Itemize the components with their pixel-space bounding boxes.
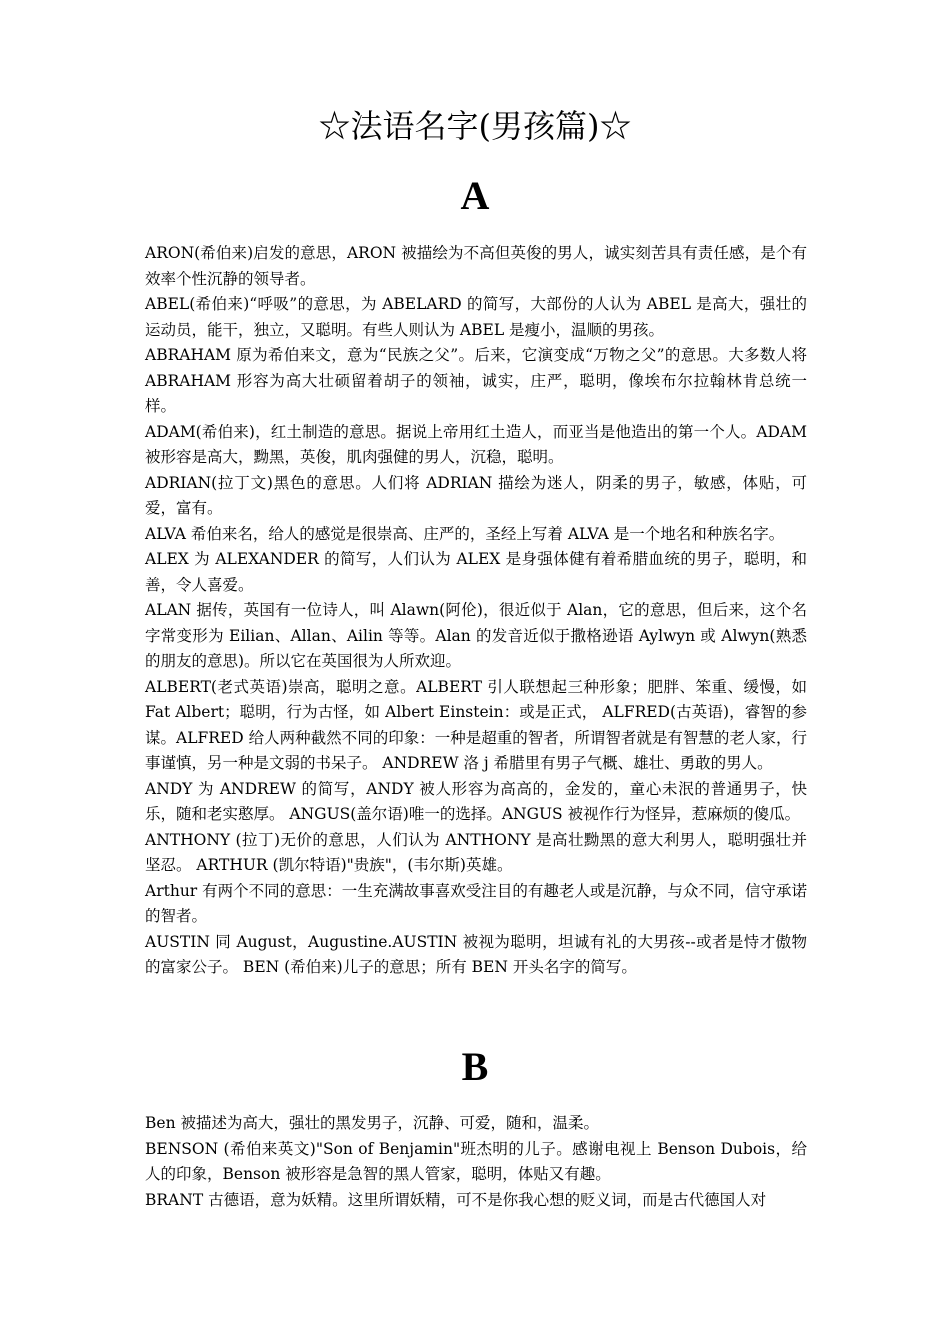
paragraph-adam: ADAM(希伯来)，红土制造的意思。据说上帝用红土造人，而亚当是他造出的第一个人。ADAM 被形容是高大，黝黑，英俊，肌肉强健的男人，沉稳，聪明。 — [145, 422, 807, 466]
paragraph-ben: Ben 被描述为高大，强壮的黑发男子，沉静、可爱，随和，温柔。 — [145, 1114, 599, 1132]
paragraph-brant: BRANT 古德语，意为妖精。这里所谓妖精，可不是你我心想的贬义词，而是古代德国人对 — [145, 1190, 767, 1209]
section-a-body — [145, 241, 807, 981]
paragraph-austin: AUSTIN 同 August，Augustine.AUSTIN 被视为聪明，坦诚有礼的大男孩--或者是恃才傲物的富家公子。 BEN (希伯来)儿子的意思；所有 BEN 开头名字的简写。 — [145, 932, 807, 976]
paragraph-adrian: ADRIAN(拉丁文)黑色的意思。人们将 ADRIAN 描绘为迷人，阴柔的男子，敏感，体贴，可爱，富有。 — [145, 473, 807, 517]
paragraph-alva: ALVA 希伯来名，给人的感觉是很崇高、庄严的，圣经上写着 ALVA 是一个地名和种族名字。 — [145, 524, 785, 543]
section-heading-b: B — [461, 1044, 489, 1089]
paragraph-albert: ALBERT(老式英语)崇高，聪明之意。ALBERT 引人联想起三种形象；肥胖、笨重、缓慢，如 Fat Albert；聪明，行为古怪，如 Albert Einstein：或是正式， ALFRED(古英语)，睿智的参谋。ALFRED 给人两种截然不同的印象：一种是超重的智者，所谓智者就是有智慧的老人家，行事谨慎，另一种是文弱的书呆子。 ANDREW 洛 j 希腊里有男子气概、雄壮、勇敢的男人。 — [145, 677, 807, 772]
paragraph-alex: ALEX 为 ALEXANDER 的简写，人们认为 ALEX 是身强体健有着希腊血统的男子，聪明，和善，令人喜爱。 — [145, 550, 807, 594]
paragraph-aron: ARON(希伯来)启发的意思，ARON 被描绘为不高但英俊的男人，诚实刻苦具有责任感，是个有效率个性沉静的领导者。 — [145, 244, 807, 288]
paragraph-abel: ABEL(希伯来)“呼吸”的意思，为 ABELARD 的简写，大部份的人认为 ABEL 是高大，强壮的运动员，能干，独立，又聪明。有些人则认为 ABEL 是瘦小，温顺的男孩。 — [145, 295, 807, 339]
paragraph-alan: ALAN 据传，英国有一位诗人，叫 Alawn(阿伦)，很近似于 Alan，它的意思，但后来，这个名字常变形为 Eilian、Allan、Ailin 等等。Alan 的发音近似于撒格逊语 Aylwyn 或 Alwyn(熟悉的朋友的意思)。所以它在英国很为人所欢迎。 — [145, 601, 808, 670]
section-heading-a: A — [460, 173, 490, 218]
section-b-body — [145, 1111, 807, 1213]
paragraph-benson: BENSON (希伯来英文)"Son of Benjamin"班杰明的儿子。感谢电视上 Benson Dubois，给人的印象，Benson 被形容是急智的黑人管家，聪明，体贴又有趣。 — [145, 1139, 807, 1183]
page-title: ☆法语名字(男孩篇)☆ — [318, 107, 632, 145]
paragraph-arthur: Arthur 有两个不同的意思：一生充满故事喜欢受注目的有趣老人或是沉静，与众不同，信守承诺的智者。 — [145, 881, 807, 925]
paragraph-anthony: ANTHONY (拉丁)无价的意思，人们认为 ANTHONY 是高壮黝黑的意大利男人，聪明强壮并坚忍。 ARTHUR (凯尔特语)"贵族"，(韦尔斯)英雄。 — [145, 830, 807, 874]
paragraph-andy: ANDY 为 ANDREW 的简写，ANDY 被人形容为高高的，金发的，童心未泯的普通男子，快乐，随和老实憨厚。 ANGUS(盖尔语)唯一的选择。ANGUS 被视作行为怪异，惹麻烦的傻瓜。 — [145, 779, 807, 823]
paragraph-abraham: ABRAHAM 原为希伯来文，意为“民族之父”。后来，它演变成“万物之父”的意思。大多数人将 ABRAHAM 形容为高大壮硕留着胡子的领袖，诚实，庄严，聪明，像埃布尔拉翰林肯总统一样。 — [145, 346, 807, 415]
